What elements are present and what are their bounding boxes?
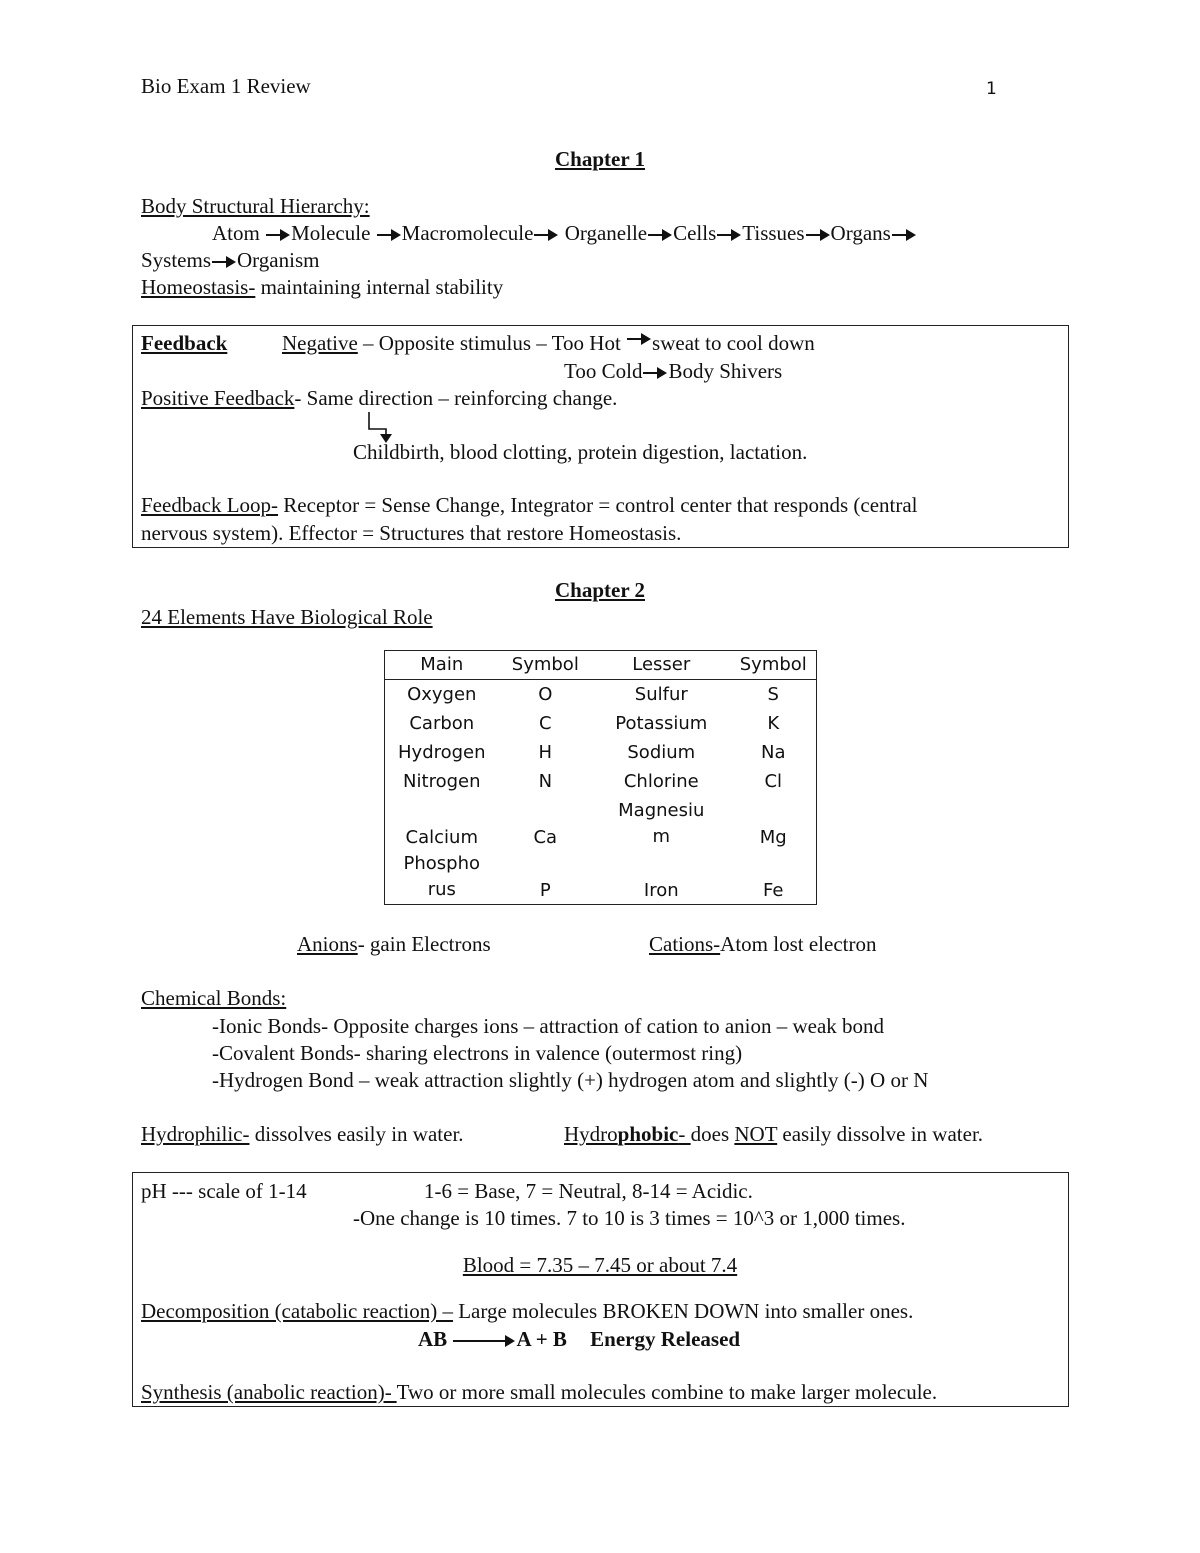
column-header: Lesser <box>592 651 731 680</box>
table-cell: H <box>538 742 553 763</box>
cations-line <box>649 931 876 957</box>
hydrophobic-not: NOT <box>734 1122 778 1146</box>
hydrophobic-label-a: Hydro <box>564 1122 618 1146</box>
positive-label: Positive Feedback <box>141 386 295 410</box>
arrow-right-icon <box>806 228 830 242</box>
hierarchy-step: Systems <box>141 248 212 272</box>
too-cold: Too Cold <box>564 359 643 383</box>
chapter-1-heading: Chapter 1 <box>554 147 646 171</box>
hierarchy-label: Body Structural Hierarchy: <box>141 194 370 218</box>
hierarchy-step: Macromolecule <box>401 221 534 245</box>
hierarchy-step: Organelle <box>564 221 648 245</box>
bond-item: -Covalent Bonds- sharing electrons in valence (outermost ring) <box>212 1041 743 1065</box>
chapter-2-heading: Chapter 2 <box>554 578 646 602</box>
table-header-row <box>385 651 817 680</box>
feedback-loop-text-1: Receptor = Sense Change, Integrator = control center that responds (central <box>278 493 918 517</box>
table-cell: Oxygen <box>407 683 477 705</box>
synthesis-line <box>141 1379 937 1405</box>
hydrophilic-text: dissolves easily in water. <box>249 1122 464 1146</box>
decomposition-equation <box>418 1326 740 1352</box>
table-cell: Iron <box>643 880 679 901</box>
feedback-loop-line <box>141 492 918 518</box>
anions-line <box>297 931 491 957</box>
arrow-right-icon <box>212 255 236 269</box>
arrow-right-icon <box>648 228 672 242</box>
decomposition-line <box>141 1298 913 1324</box>
decomposition-label: Decomposition (catabolic reaction) – <box>141 1299 453 1323</box>
column-header: Main <box>385 651 499 680</box>
table-cell: Nitrogen <box>403 771 481 792</box>
hierarchy-chain-continued <box>141 247 319 273</box>
table-row <box>385 739 817 768</box>
cations-label: Cations- <box>649 932 721 956</box>
table-cell: Chlorine <box>623 771 699 792</box>
arrow-right-icon <box>627 332 651 346</box>
feedback-title: Feedback <box>141 331 228 355</box>
column-header: Symbol <box>499 651 592 680</box>
column-header: Symbol <box>731 651 817 680</box>
equation-note: Energy Released <box>590 1327 741 1351</box>
running-header-title: Bio Exam 1 Review <box>141 74 311 98</box>
table-row <box>385 710 817 739</box>
table-cell: Potassium <box>615 713 708 734</box>
table-cell: P <box>539 880 551 901</box>
ph-ranges: 1-6 = Base, 7 = Neutral, 8-14 = Acidic. <box>424 1179 753 1203</box>
table-cell: Calcium <box>405 826 478 848</box>
ph-label: pH --- scale of 1-14 <box>141 1179 307 1203</box>
homeostasis-text: maintaining internal stability <box>255 275 504 299</box>
arrow-right-icon <box>377 228 401 242</box>
arrow-right-icon <box>892 228 916 242</box>
elements-table <box>384 650 817 905</box>
chemical-bonds-label: Chemical Bonds: <box>141 986 287 1010</box>
cations-text: Atom lost electron <box>720 932 877 956</box>
synthesis-label: Synthesis (anabolic reaction)- <box>141 1380 397 1404</box>
feedback-loop-label: Feedback Loop- <box>141 493 279 517</box>
negative-feedback-line <box>282 330 815 356</box>
hierarchy-step: Atom <box>212 221 260 245</box>
table-cell: Na <box>761 742 786 763</box>
anions-text: - gain Electrons <box>357 932 491 956</box>
hydrophilic-label: Hydrophilic- <box>141 1122 250 1146</box>
equation-right: A + B <box>516 1327 567 1351</box>
table-row <box>385 851 817 905</box>
feedback-loop-text-2: nervous system). Effector = Structures that restore Homeostasis. <box>141 521 682 545</box>
negative-text: – Opposite stimulus – Too Hot <box>357 331 621 355</box>
table-cell: Mg <box>759 826 787 848</box>
arrow-right-icon <box>717 228 741 242</box>
bond-item: -Ionic Bonds- Opposite charges ions – attraction of cation to anion – weak bond <box>212 1014 885 1038</box>
table-row <box>385 768 817 797</box>
table-cell: Ca <box>533 826 558 848</box>
decomposition-text: Large molecules BROKEN DOWN into smaller ones. <box>452 1299 914 1323</box>
hierarchy-step: Molecule <box>291 221 371 245</box>
table-row <box>385 797 817 851</box>
table-cell: Hydrogen <box>398 742 486 763</box>
homeostasis-line <box>141 274 503 300</box>
too-cold-result: Body Shivers <box>668 359 783 383</box>
too-cold-line <box>564 358 782 384</box>
arrow-right-icon <box>534 228 558 242</box>
anions-label: Anions <box>297 932 358 956</box>
table-cell: Sulfur <box>634 683 688 705</box>
negative-label: Negative <box>282 331 358 355</box>
arrow-right-icon <box>453 1334 515 1348</box>
table-cell: K <box>767 713 780 734</box>
table-cell: Sodium <box>627 742 696 763</box>
table-cell: Cl <box>764 771 783 792</box>
page-number: 1 <box>986 79 997 99</box>
hydrophobic-label-b: phobic <box>617 1122 679 1146</box>
hydrophobic-label-c: - <box>678 1122 691 1146</box>
hydrophilic-line <box>141 1121 464 1147</box>
hierarchy-step: Cells <box>673 221 717 245</box>
positive-feedback-line <box>141 385 617 411</box>
table-cell: Magnesium <box>618 799 705 847</box>
arrow-right-icon <box>643 366 667 380</box>
hierarchy-chain <box>212 220 917 246</box>
hydrophobic-text-b: easily dissolve in water. <box>777 1122 984 1146</box>
elements-label: 24 Elements Have Biological Role <box>141 605 433 629</box>
table-cell: S <box>767 683 779 705</box>
table-row <box>385 680 817 710</box>
table-cell: Fe <box>763 880 784 901</box>
ph-change: -One change is 10 times. 7 to 10 is 3 times = 10^3 or 1,000 times. <box>353 1206 906 1230</box>
table-cell: Carbon <box>409 713 475 734</box>
positive-examples: Childbirth, blood clotting, protein digestion, lactation. <box>353 440 808 464</box>
table-cell: C <box>539 713 552 734</box>
hierarchy-step: Tissues <box>742 221 805 245</box>
table-cell: Phosphorus <box>403 853 481 901</box>
hierarchy-step: Organism <box>237 248 320 272</box>
equation-left: AB <box>418 1327 448 1351</box>
hydrophobic-text-a: does <box>690 1122 735 1146</box>
blood-ph: Blood = 7.35 – 7.45 or about 7.4 <box>462 1253 738 1277</box>
bond-item: -Hydrogen Bond – weak attraction slightly (+) hydrogen atom and slightly (-) O or N <box>212 1068 929 1092</box>
hierarchy-step: Organs <box>830 221 891 245</box>
homeostasis-label: Homeostasis- <box>141 275 256 299</box>
table-cell: O <box>538 683 553 705</box>
synthesis-text: Two or more small molecules combine to make larger molecule. <box>396 1380 938 1404</box>
too-hot-result: sweat to cool down <box>652 331 815 355</box>
table-cell: N <box>538 771 553 792</box>
hydrophobic-line <box>564 1121 983 1147</box>
hydrophobic-label <box>564 1122 691 1146</box>
arrow-right-icon <box>266 228 290 242</box>
positive-text: - Same direction – reinforcing change. <box>294 386 618 410</box>
